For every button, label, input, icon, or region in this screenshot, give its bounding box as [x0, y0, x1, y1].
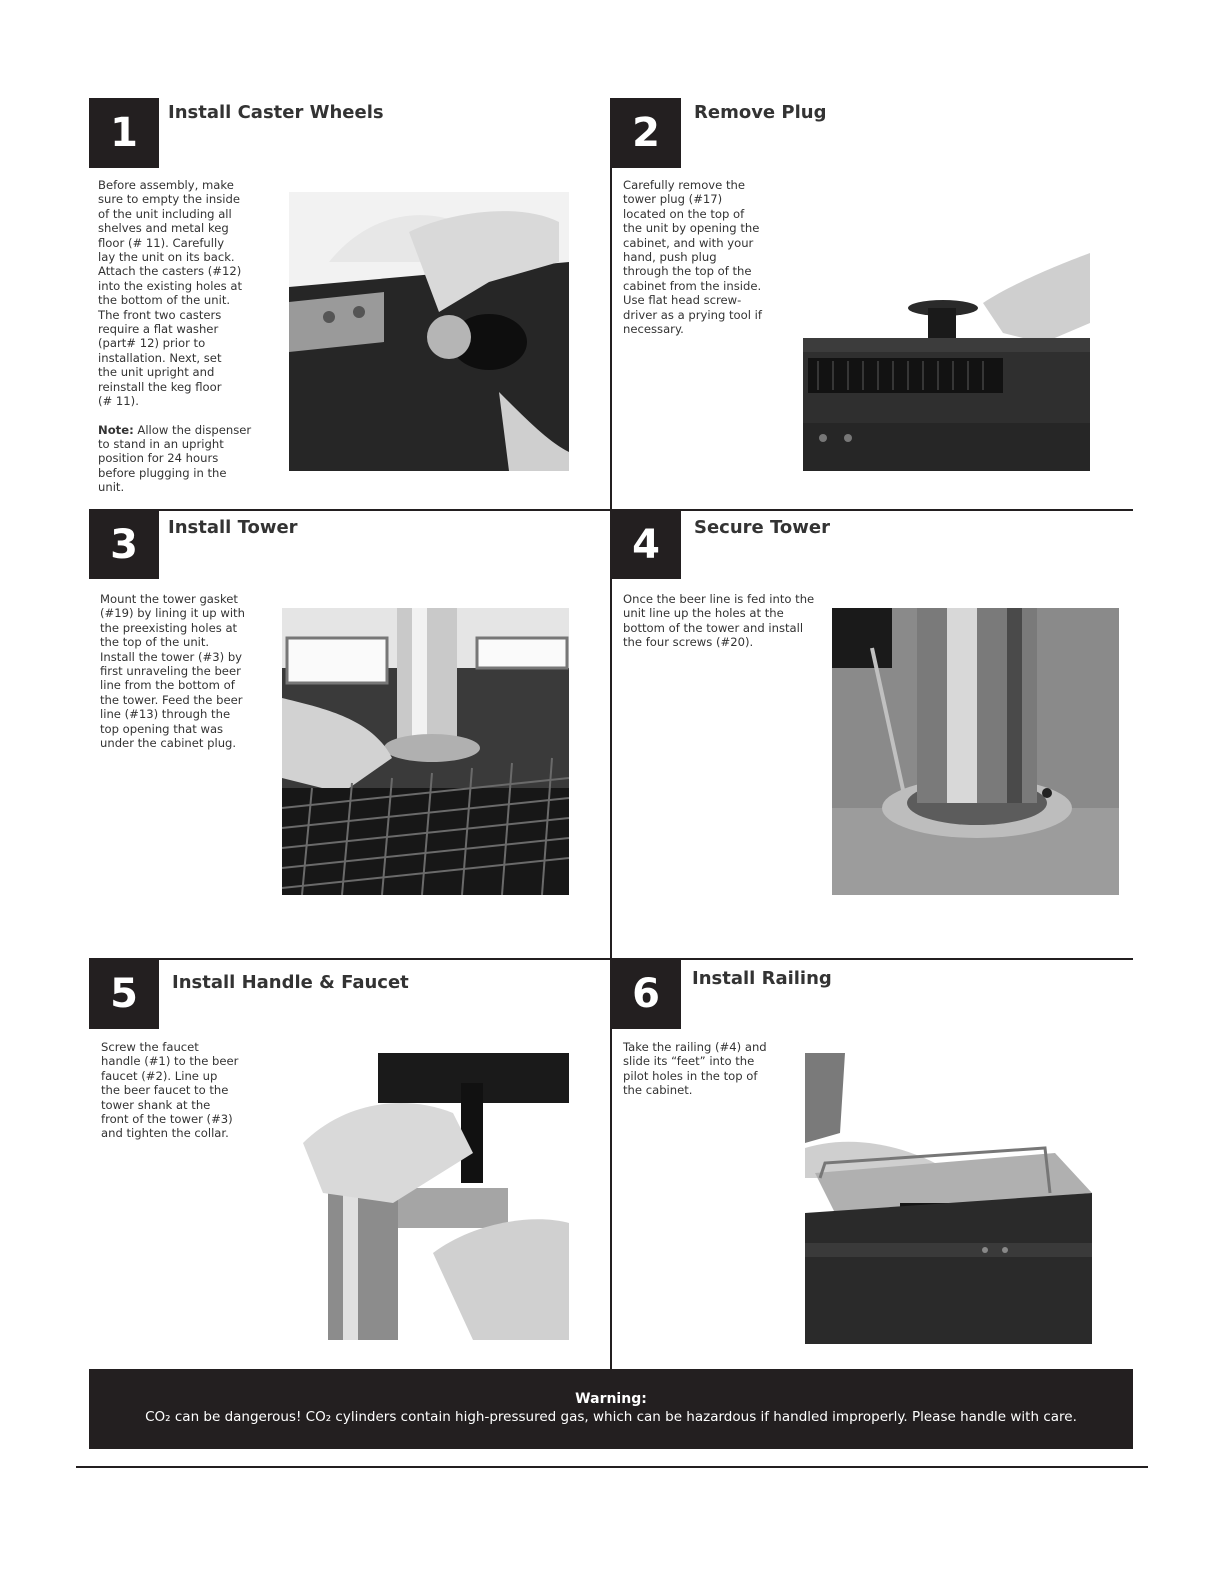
text-line: before plugging in the — [98, 465, 227, 480]
warning-banner — [89, 1369, 1133, 1449]
text-line: located on the top of — [623, 206, 745, 221]
warning-text: CO₂ can be dangerous! CO₂ cylinders contain high-pressured gas, which can be hazardous if handled improperly. Please handle with care. — [145, 1409, 1077, 1425]
text-line: faucet (#2). Line up — [101, 1068, 218, 1083]
text-line: necessary. — [623, 322, 684, 337]
caster-install-photo — [289, 192, 569, 471]
step-number: 6 — [611, 959, 681, 1029]
text-line: unit line up the holes at the — [623, 606, 784, 621]
text-line: through the top of the — [623, 264, 752, 279]
text-line: Mount the tower gasket — [100, 592, 238, 606]
text-line: under the cabinet plug. — [100, 736, 237, 751]
text-line: Carefully remove the — [623, 178, 746, 192]
footer-rule — [76, 1466, 1148, 1468]
text-line: unit. — [98, 480, 125, 495]
text-line: first unraveling the beer — [100, 664, 241, 679]
text-line: and tighten the collar. — [101, 1126, 229, 1141]
step-title: Remove Plug — [694, 102, 827, 123]
text-line: (#19) by lining it up with — [100, 606, 245, 621]
text-line: bottom of the tower and install — [623, 620, 804, 635]
text-line: the beer faucet to the — [101, 1083, 229, 1098]
step-title: Install Caster Wheels — [168, 102, 384, 123]
text-line: floor (# 11). Carefully — [98, 235, 225, 250]
plug-removal-photo — [803, 253, 1090, 471]
text-line: The front two casters — [98, 307, 222, 322]
step-number: 4 — [611, 510, 681, 579]
text-line: Once the beer line is fed into the — [623, 592, 815, 606]
text-line: the unit upright and — [98, 365, 215, 380]
text-line: top opening that was — [100, 721, 224, 736]
step-number: 1 — [89, 98, 159, 168]
step-number: 5 — [89, 959, 159, 1029]
step-number: 3 — [89, 510, 159, 579]
text-line: the cabinet. — [623, 1083, 693, 1098]
text-line: Before assembly, make — [98, 178, 234, 192]
step-title: Secure Tower — [694, 517, 830, 538]
step-title: Install Tower — [168, 517, 298, 538]
text-line: require a flat washer — [98, 322, 219, 337]
text-line: of the unit including all — [98, 206, 232, 221]
step-instructions — [98, 178, 283, 495]
text-line: cabinet from the inside. — [623, 278, 762, 293]
text-line: driver as a prying tool if — [623, 307, 762, 322]
step-title: Install Railing — [692, 968, 832, 989]
text-line: cabinet, and with your — [623, 235, 754, 250]
text-line: the bottom of the unit. — [98, 293, 231, 308]
text-line: Take the railing (#4) and — [623, 1040, 767, 1054]
text-line: Attach the casters (#12) — [98, 264, 242, 279]
text-line: pilot holes in the top of — [623, 1068, 758, 1083]
text-line: position for 24 hours — [98, 451, 219, 466]
text-line: Install the tower (#3) by — [100, 649, 243, 664]
step-number: 2 — [611, 98, 681, 168]
step-instructions — [623, 592, 833, 650]
text-line: slide its “feet” into the — [623, 1054, 755, 1069]
text-line: front of the tower (#3) — [101, 1112, 233, 1127]
text-line: Screw the faucet — [101, 1040, 199, 1054]
tower-secure-photo — [832, 608, 1119, 895]
railing-install-photo — [805, 1053, 1092, 1344]
text-line: the top of the unit. — [100, 635, 210, 650]
step-instructions — [101, 1040, 276, 1141]
note-line — [98, 423, 283, 437]
text-line: shelves and metal keg — [98, 221, 229, 236]
step-instructions — [623, 178, 803, 336]
text-line: reinstall the keg floor — [98, 379, 222, 394]
warning-title: Warning: — [575, 1391, 647, 1407]
step-instructions — [100, 592, 275, 750]
text-line: the four screws (#20). — [623, 635, 754, 650]
text-line: line from the bottom of — [100, 678, 235, 693]
text-line: Allow the dispenser — [133, 422, 252, 437]
text-line: the tower. Feed the beer — [100, 692, 243, 707]
step-instructions — [623, 1040, 803, 1098]
tower-install-photo — [282, 608, 569, 895]
text-line: (part# 12) prior to — [98, 336, 206, 351]
text-line: hand, push plug — [623, 250, 717, 265]
faucet-install-photo — [303, 1053, 569, 1340]
text-line: (# 11). — [98, 394, 139, 409]
text-line: Use flat head screw- — [623, 293, 742, 308]
text-line: into the existing holes at — [98, 278, 242, 293]
text-line: the preexisting holes at — [100, 620, 238, 635]
text-line: line (#13) through the — [100, 707, 231, 722]
text-line: the unit by opening the — [623, 221, 760, 236]
step-title: Install Handle & Faucet — [172, 972, 409, 993]
note-label: Note: — [98, 422, 134, 437]
center-divider — [610, 98, 612, 1370]
text-line: to stand in an upright — [98, 436, 224, 451]
text-line: tower plug (#17) — [623, 192, 723, 207]
text-line: installation. Next, set — [98, 350, 222, 365]
text-line: lay the unit on its back. — [98, 250, 235, 265]
text-line: sure to empty the inside — [98, 192, 240, 207]
text-line: tower shank at the — [101, 1097, 211, 1112]
text-line: handle (#1) to the beer — [101, 1054, 239, 1069]
